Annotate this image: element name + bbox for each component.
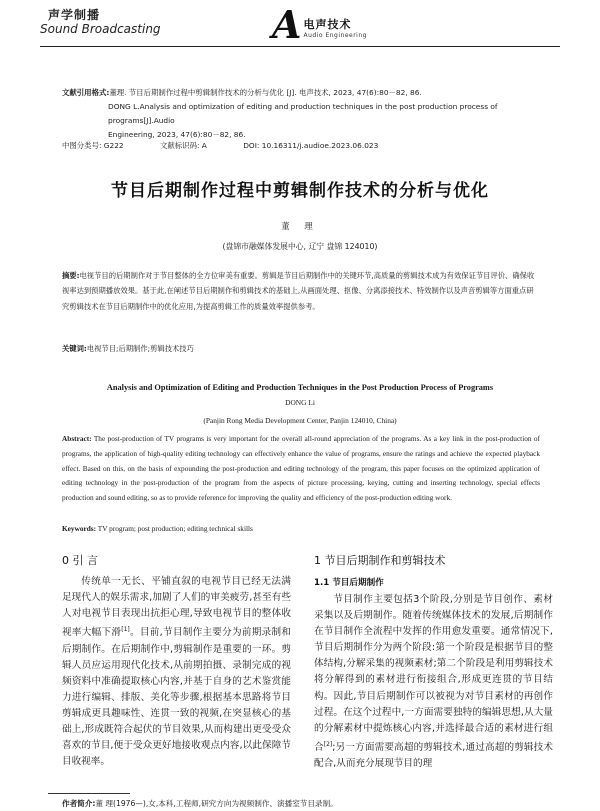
abstract-cn: [62, 268, 540, 314]
english-keywords-text: TV program; post production; editing technical skills: [97, 524, 253, 533]
meta-line: [62, 140, 412, 151]
citation-en-line2: Engineering, 2023, 47(6):80－82, 86.: [108, 130, 246, 139]
english-abstract-label: Abstract:: [62, 434, 92, 443]
footnote-rule: [48, 793, 130, 794]
article-title: 节目后期制作过程中剪辑制作技术的分析与优化: [111, 181, 489, 201]
section-1-heading: 1 节目后期制作和剪辑技术: [314, 554, 446, 567]
english-abstract-text: The post-production of TV programs is very important for the overall all-round appreciation of the programs. As a key link in the post-production of programs, the application of high-quality editing technology can effectively enhance the value of programs, ensure the ratings and achieve the expected playback effect. Based on this, on the basis of expounding the post-production and editing technology of the program, this paper focuses on the optimized application of editing technology in the post-production of the program from the aspects of picture processing, keying, cutting and inserting technology, special effects production and sound editing, so as to provide reference for improving the quality and efficiency of the post-production editing work.: [62, 434, 540, 503]
reference-1: [1]: [121, 626, 130, 634]
abstract-cn-text: 电视节目的后期制作对于节目整体的全方位审美有重要。剪辑是节目后期制作中的关键环节,高质量的剪辑技术成为有效保证节目评价、确保收视率达到预期播放效果。基于此,在阐述节目后期制作和剪辑技术的基础上,从画面处理、抠像、分离添接技术、特效制作以及声音剪辑等方面重点研究剪辑技术在节目后期制作中的优化应用,为提高剪辑工作的质量效率提供参考。: [62, 271, 535, 311]
citation-en-line1: DONG L.Analysis and optimization of editing and production techniques in the post production process of programs[J].Audio: [108, 102, 498, 125]
keywords-cn-text: 电视节目;后期制作;剪辑技术技巧: [86, 344, 194, 353]
author-name: 董 理: [281, 221, 319, 231]
journal-logo-glyph: A: [272, 2, 302, 47]
journal-logo: [272, 2, 367, 47]
document-code: 文献标识码: A: [160, 141, 207, 150]
left-logo-en: Sound Broadcasting: [40, 22, 161, 36]
english-affiliation: (Panjin Rong Media Development Center, Panjin 124010, China): [203, 416, 397, 425]
section-0-text: 传统单一无长、平铺直叙的电视节目已经无法满足现代人的娱乐需求,加剧了人们的审美疲劳,甚至有些人对电视节目表现出抗拒心理,导致电视节目的整体收视率大幅下滑: [62, 576, 291, 639]
section-1-text: 节目制作主要包括3个阶段,分别是节目创作、素材采集以及后期制作。随着传统媒体技术的发展,后期制作在节目制作全流程中发挥的作用愈发重要。通常情况下,节目后期制作分为两个阶段:第一个阶段是根据节目的整体结构,分解采集的视频素材;第二个阶段是利用剪辑技术将分解得到的素材进行衔接组合,形成更连贯的节目结构。因此,节目后期制作可以被视为对节目素材的再创作过程。在这个过程中,一方面需要独特的编辑思想,从大量的分解素材中提炼核心内容,并选择最合适的素材进行组合: [314, 594, 553, 754]
section-0-paragraph: [62, 574, 291, 770]
section-0-text-tail: 。目前,节目制作主要分为前期录制和后期制作。在后期制作中,剪辑制作是重要的一环。剪辑人员应运用现代化技术,从前期拍摄、录制完成的视频资料中准确提取核心内容,并基于自身的艺术鉴赏能力进行编辑、排版、美化等步骤,根据基本思路将节目剪辑成更具趣味性、连贯一致的视频,在突显核心的基础上,形成既符合起伏的节目效果,从而构建出更受受众喜欢的节目,便于受众更好地接收观点内容,以此保障节目收视率。: [62, 627, 291, 768]
author-bio-text: 董 理(1976—),女,本科,工程师,研究方向为视频制作、演播室节目录制。: [95, 799, 338, 808]
keywords-cn-label: 关键词:: [62, 344, 87, 353]
abstract-cn-label: 摘要:: [62, 271, 80, 280]
left-logo-cn: 声学制播: [48, 8, 101, 22]
citation-cn: 董理. 节目后期制作过程中剪辑制作技术的分析与优化 [J]. 电声技术, 2023, 47(6):80－82, 86.: [109, 88, 422, 97]
author-bio-footnote: [62, 798, 338, 809]
section-1-text-tail: ;另一方面需要高超的剪辑技术,通过高超的剪辑技术配合,从而充分展现节目的理: [314, 742, 554, 770]
journal-logo-cn: 电声技术: [303, 18, 352, 31]
citation-block: [62, 86, 552, 142]
english-keywords-label: Keywords:: [62, 524, 97, 533]
header-rule: [40, 46, 560, 47]
doi: DOI: 10.16311/j.audioe.2023.06.023: [243, 141, 379, 150]
reference-2: [2]: [323, 740, 333, 748]
section-0-heading: 0 引 言: [62, 554, 98, 567]
left-logo: [40, 6, 161, 36]
english-keywords: [62, 524, 540, 533]
citation-label: 文献引用格式:: [62, 88, 110, 97]
class-number: 中图分类号: G222: [62, 141, 124, 150]
section-1-1-heading: 1.1 节目后期制作: [314, 578, 384, 588]
section-1-paragraph: [314, 592, 553, 772]
author-affiliation: (盘锦市融媒体发展中心, 辽宁 盘锦 124010): [222, 242, 378, 251]
english-abstract: [62, 432, 540, 506]
journal-logo-en: Audio Engineering: [303, 32, 367, 39]
keywords-cn: [62, 344, 540, 354]
english-author: DONG Li: [285, 398, 315, 407]
author-bio-label: 作者简介:: [62, 799, 96, 808]
english-title: Analysis and Optimization of Editing and Production Techniques in the Post Production Process of Programs: [106, 383, 494, 392]
